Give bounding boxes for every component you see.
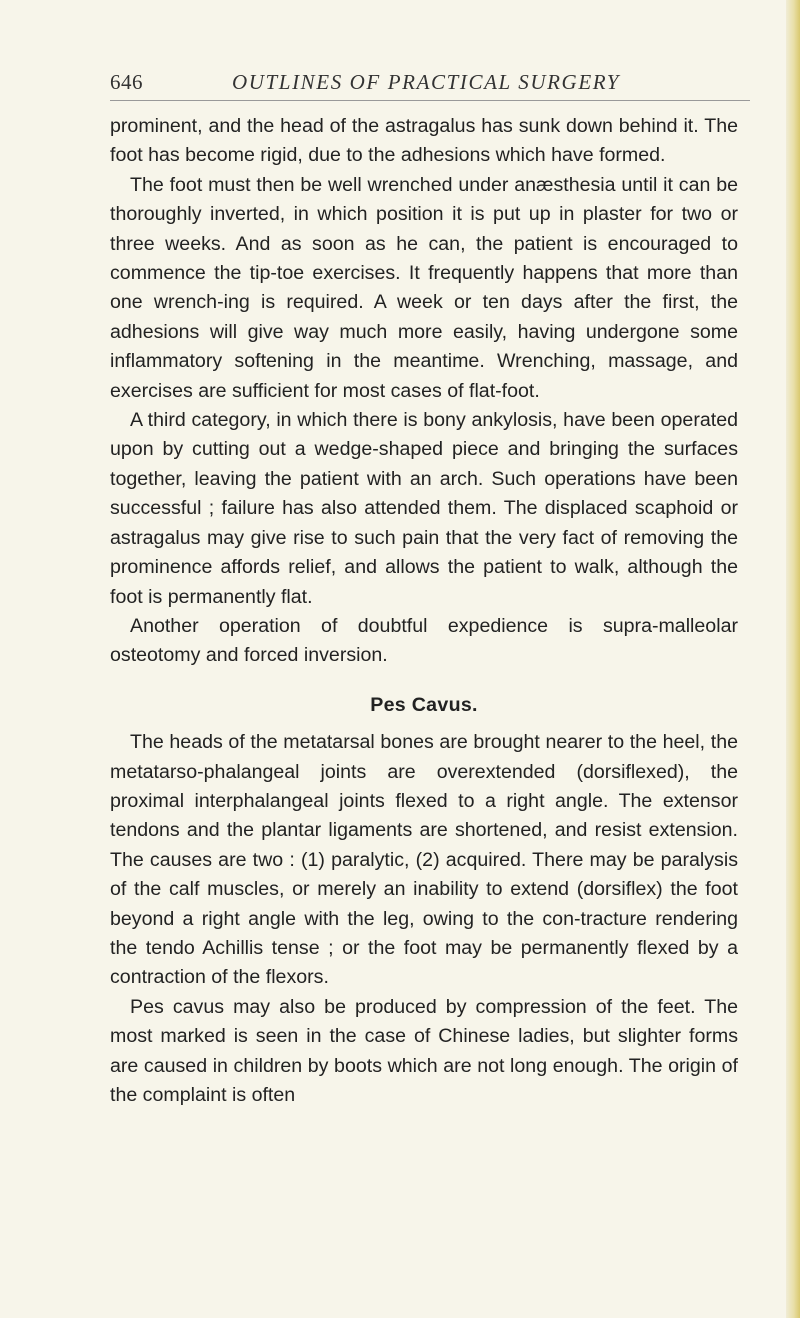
running-header: [110, 62, 750, 96]
body-text: [110, 112, 738, 1110]
paragraph: Another operation of doubtful expedience is supra-malleolar osteotomy and forced inversion.: [110, 614, 738, 667]
running-title: OUTLINES OF PRACTICAL SURGERY: [232, 70, 621, 94]
header-rule: [110, 100, 750, 101]
page-number: 646: [110, 70, 143, 94]
paragraph: A third category, in which there is bony ankylosis, have been operated upon by cutting out a wedge-shaped piece and bringing the surfaces together, leaving the patient with an arch. Such operations have been successful ; failure has also attended them. The displaced scaphoid or astragalus may give rise to such pain that the very fact of removing the prominence affords relief, and allows the patient to walk, although the foot is permanently flat.: [110, 409, 738, 608]
page-edge: [786, 0, 800, 1318]
section-heading: Pes Cavus.: [370, 693, 478, 716]
paragraph: The heads of the metatarsal bones are brought nearer to the heel, the metatarso-phalangeal joints are overextended (dorsiflexed), the proximal interphalangeal joints flexed to a right angle. The extensor tendons and the plantar ligaments are shortened, and resist extension. The causes are two : (1) paralytic, (2) acquired. There may be paralysis of the calf muscles, or merely an inability to extend (dorsiflex) the foot beyond a right angle with the leg, owing to the con-tracture rendering the tendo Achillis tense ; or the foot may be permanently flexed by a contraction of the flexors.: [110, 731, 738, 989]
paragraph: Pes cavus may also be produced by compression of the feet. The most marked is seen in the case of Chinese ladies, but slighter forms are caused in children by boots which are not long enough. The origin of the complaint is often: [110, 995, 738, 1106]
paragraph-continued: prominent, and the head of the astragalus has sunk down behind it. The foot has become rigid, due to the adhesions which have formed.: [110, 115, 738, 167]
paragraph: The foot must then be well wrenched under anæsthesia until it can be thoroughly inverted, in which position it is put up in plaster for two or three weeks. And as soon as he can, the patient is encouraged to commence the tip-toe exercises. It frequently happens that more than one wrench-ing is required. A week or ten days after the first, the adhesions will give way much more easily, having undergone some inflammatory softening in the meantime. Wrenching, massage, and exercises are sufficient for most cases of flat-foot.: [110, 173, 738, 402]
